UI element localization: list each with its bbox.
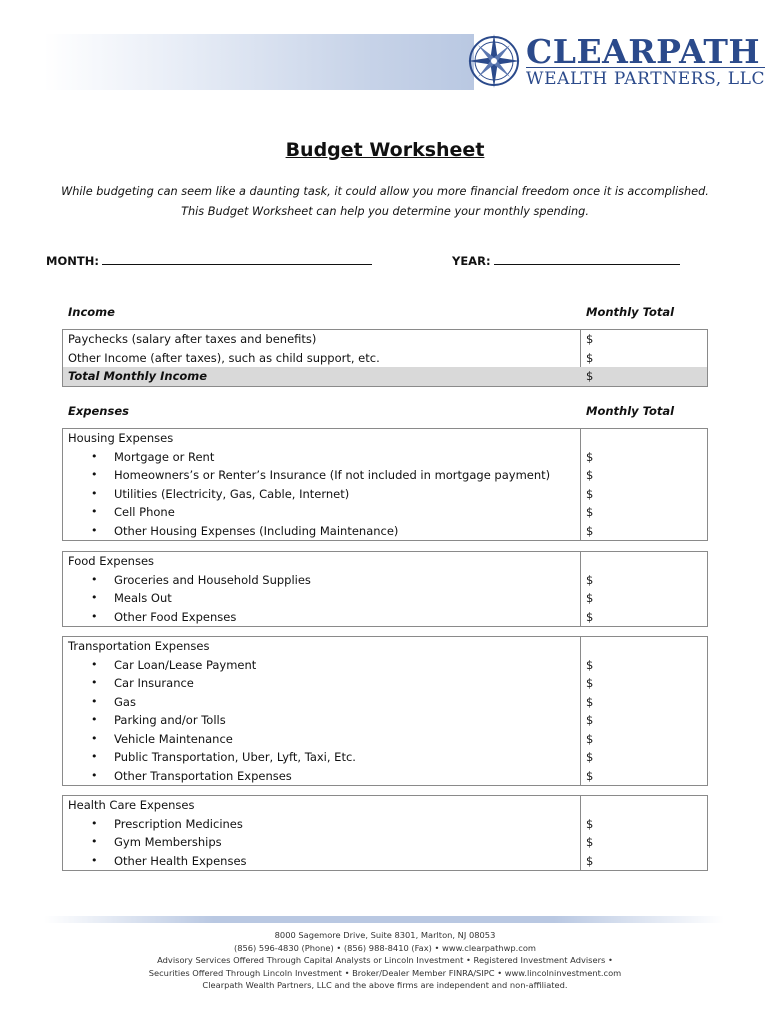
amount-field[interactable]: $ — [586, 523, 594, 538]
table-row — [63, 815, 707, 834]
food-expenses-table — [62, 551, 708, 627]
amount-field[interactable]: $ — [586, 505, 594, 519]
table-row — [63, 767, 707, 786]
health-care-expenses-table — [62, 795, 708, 871]
table-row — [63, 330, 707, 349]
table-row — [63, 852, 707, 871]
row-label: Other Transportation Expenses — [114, 768, 292, 783]
transportation-expenses-table — [62, 636, 708, 786]
amount-field[interactable]: $ — [586, 731, 594, 746]
row-label: Parking and/or Tolls — [114, 713, 226, 727]
row-label: Gas — [114, 694, 136, 709]
amount-field[interactable]: $ — [586, 609, 594, 624]
row-label: Other Housing Expenses (Including Maintenance) — [114, 523, 399, 538]
housing-expenses-table — [62, 428, 708, 541]
amount-field[interactable]: $ — [586, 835, 594, 849]
row-label: Car Insurance — [114, 676, 194, 690]
footer-affiliation-disclosure: Clearpath Wealth Partners, LLC and the above firms are independent and non-affiliated. — [202, 980, 568, 991]
bullet-icon: • — [91, 694, 98, 708]
footer — [0, 929, 770, 992]
table-row — [63, 349, 707, 368]
table-row — [63, 608, 707, 627]
row-label: Homeowners’s or Renter’s Insurance (If not included in mortgage payment) — [114, 468, 551, 482]
group-title-row — [63, 637, 707, 656]
bullet-icon: • — [91, 657, 98, 671]
row-label: Meals Out — [114, 591, 172, 605]
month-field[interactable] — [46, 254, 372, 268]
row-label: Cell Phone — [114, 505, 175, 519]
bullet-icon: • — [91, 816, 98, 830]
amount-field[interactable]: $ — [586, 468, 594, 482]
expenses-heading: Expenses — [68, 404, 129, 418]
amount-field[interactable]: $ — [586, 816, 594, 831]
bullet-icon: • — [91, 750, 98, 763]
page-title: Budget Worksheet — [285, 139, 485, 161]
company-logo — [466, 30, 766, 94]
amount-field[interactable]: $ — [586, 657, 594, 672]
footer-securities-disclosure: Securities Offered Through Lincoln Investment • Broker/Dealer Member FINRA/SIPC • www.lincolninvestment.com — [148, 967, 622, 978]
row-label: Other Food Expenses — [114, 609, 237, 624]
footer-address: 8000 Sagemore Drive, Suite 8301, Marlton, NJ 08053 — [274, 930, 496, 940]
table-row — [63, 485, 707, 504]
table-row — [63, 466, 707, 485]
table-row — [63, 730, 707, 749]
bullet-icon: • — [91, 468, 98, 481]
amount-field[interactable]: $ — [586, 750, 594, 764]
header-gradient-band — [44, 34, 474, 90]
table-row — [63, 711, 707, 730]
group-title: Health Care Expenses — [68, 798, 195, 812]
row-label: Mortgage or Rent — [114, 449, 215, 464]
amount-field[interactable]: $ — [586, 332, 594, 346]
row-label: Car Loan/Lease Payment — [114, 657, 257, 672]
total-amount-field[interactable]: $ — [586, 369, 594, 383]
table-row — [63, 589, 707, 608]
bullet-icon: • — [91, 609, 98, 623]
month-blank-line[interactable] — [102, 254, 372, 265]
row-label: Prescription Medicines — [114, 816, 243, 831]
table-row — [63, 522, 707, 541]
amount-field[interactable]: $ — [586, 713, 594, 727]
row-label: Gym Memberships — [114, 835, 222, 849]
bullet-icon: • — [91, 853, 98, 867]
row-label: Other Health Expenses — [114, 853, 247, 868]
group-title: Transportation Expenses — [68, 639, 210, 653]
month-label: MONTH: — [46, 254, 99, 268]
bullet-icon: • — [91, 731, 98, 745]
group-title: Housing Expenses — [68, 431, 174, 445]
logo-name: CLEARPATH — [526, 32, 761, 71]
bullet-icon: • — [91, 523, 98, 537]
logo-subtitle: WEALTH PARTNERS, LLC — [526, 69, 766, 89]
footer-gradient-band — [44, 916, 724, 923]
group-title-row — [63, 552, 707, 571]
table-row — [63, 503, 707, 522]
amount-field[interactable]: $ — [586, 486, 594, 501]
group-title-row — [63, 429, 707, 448]
amount-field[interactable]: $ — [586, 694, 594, 709]
year-label: YEAR: — [452, 254, 491, 268]
table-row — [63, 571, 707, 590]
amount-field[interactable]: $ — [586, 449, 594, 464]
bullet-icon: • — [91, 486, 98, 500]
intro-text: While budgeting can seem like a daunting task, it could allow you more financial freedom once it is accomplished. This Budget Worksheet can help you determine your monthly spending. — [61, 185, 709, 218]
amount-field[interactable]: $ — [586, 572, 594, 587]
total-label: Total Monthly Income — [68, 369, 208, 383]
income-heading: Income — [68, 305, 115, 319]
bullet-icon: • — [91, 835, 98, 848]
expenses-monthly-total-heading: Monthly Total — [586, 404, 675, 418]
row-label: Paychecks (salary after taxes and benefits) — [68, 332, 317, 346]
row-label: Public Transportation, Uber, Lyft, Taxi, Etc. — [114, 750, 356, 764]
table-row — [63, 674, 707, 693]
amount-field[interactable]: $ — [586, 768, 594, 783]
year-blank-line[interactable] — [494, 254, 680, 265]
bullet-icon: • — [91, 768, 98, 782]
amount-field[interactable]: $ — [586, 591, 594, 605]
table-row — [63, 693, 707, 712]
group-title-row — [63, 796, 707, 815]
bullet-icon: • — [91, 676, 98, 689]
total-row — [63, 367, 707, 386]
group-title: Food Expenses — [68, 554, 155, 568]
table-row — [63, 448, 707, 467]
footer-contact: (856) 596-4830 (Phone) • (856) 988-8410 (Fax) • www.clearpathwp.com — [233, 942, 537, 953]
row-label: Other Income (after taxes), such as child support, etc. — [68, 350, 380, 365]
table-row — [63, 748, 707, 767]
amount-field[interactable]: $ — [586, 853, 594, 868]
bullet-icon: • — [91, 572, 98, 586]
compass-rose-icon — [466, 30, 522, 92]
footer-advisory-disclosure: Advisory Services Offered Through Capital Analysts or Lincoln Investment • Registered Investment Advisers • — [157, 955, 613, 966]
bullet-icon: • — [91, 505, 98, 518]
table-row — [63, 833, 707, 852]
table-row — [63, 656, 707, 675]
income-table — [62, 329, 708, 387]
row-label: Vehicle Maintenance — [114, 731, 233, 746]
row-label: Groceries and Household Supplies — [114, 572, 311, 587]
bullet-icon: • — [91, 713, 98, 726]
year-field[interactable] — [452, 254, 680, 268]
amount-field[interactable]: $ — [586, 350, 594, 365]
income-monthly-total-heading: Monthly Total — [586, 305, 675, 319]
amount-field[interactable]: $ — [586, 676, 594, 690]
bullet-icon: • — [91, 449, 98, 463]
bullet-icon: • — [91, 591, 98, 604]
row-label: Utilities (Electricity, Gas, Cable, Internet) — [114, 486, 350, 501]
